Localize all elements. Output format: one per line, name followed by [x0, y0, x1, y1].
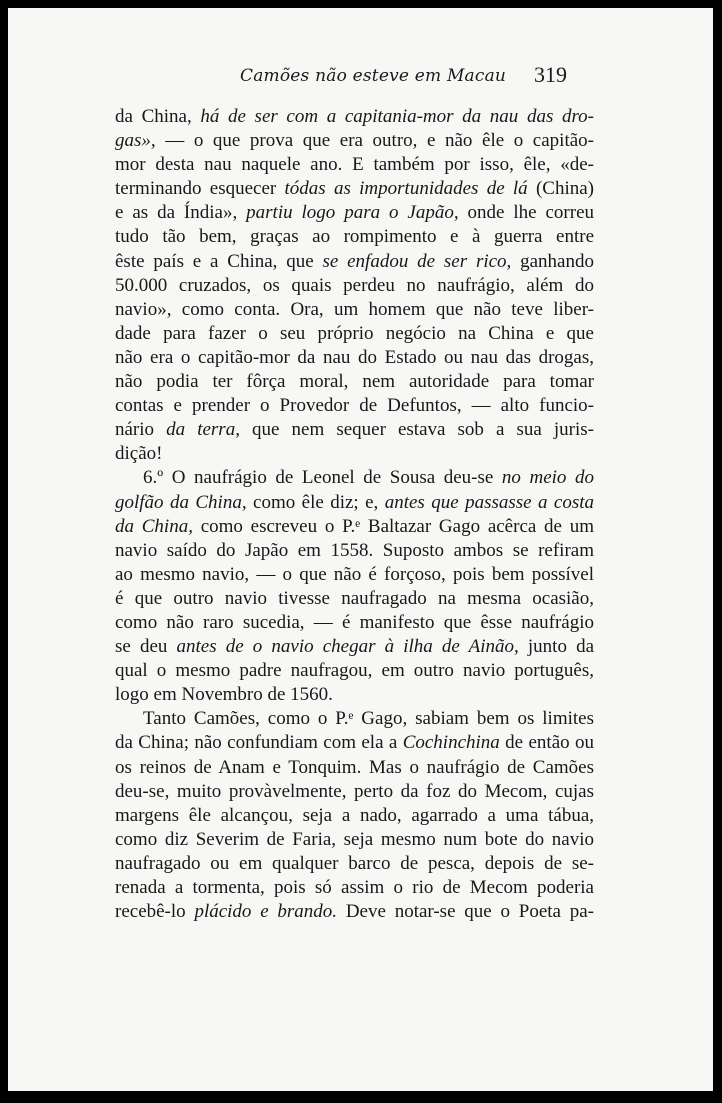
text-line: se deu antes de o navio chegar à ilha de Ainão, junto da [115, 636, 594, 658]
text-line: como diz Severim de Faria, seja mesmo num bote do navio [115, 828, 594, 850]
page-number: 319 [534, 62, 567, 87]
text-line: deu-se, muito provàvelmente, perto da foz do Mecom, cujas [115, 780, 594, 802]
text-line: 6.º O naufrágio de Leonel de Sousa deu-se no meio do [143, 467, 594, 489]
italic-text: da terra, [166, 419, 240, 441]
italic-text: golfão da China, [115, 491, 247, 513]
text-line: renada a tormenta, pois só assim o rio de Mecom poderia [115, 877, 594, 898]
body-text [115, 105, 594, 924]
text-line: recebê-lo plácido e brando. Deve notar-se que o Poeta pa- [115, 901, 594, 923]
text-line: dade para fazer o seu próprio negócio na China e que [115, 322, 594, 344]
text-line: como não raro sucedia, — é manifesto que êsse naufrágio [115, 611, 594, 633]
text-line: tudo tão bem, graças ao rompimento e à guerra entre [115, 226, 594, 248]
text-line: da China, há de ser com a capitania-mor da nau das dro- [115, 106, 594, 127]
text-line: da China, como escreveu o P.ᵉ Baltazar Gago acêrca de um [115, 515, 595, 537]
text-line: golfão da China, como êle diz; e, antes que passasse a costa [115, 491, 595, 513]
italic-text: Cochinchina [402, 732, 500, 754]
italic-text: partiu logo para o Japão, [246, 202, 459, 224]
italic-text: antes que passasse a costa [384, 491, 595, 513]
text-line: dição! [115, 443, 163, 465]
text-line: mor desta nau naquele ano. E também por isso, êle, «de- [115, 154, 594, 176]
text-line: Tanto Camões, como o P.ᵉ Gago, sabiam bem os limites [143, 708, 594, 730]
italic-text: plácido e brando. [194, 901, 338, 923]
italic-text: da China, [115, 515, 193, 537]
text-line: contas e prender o Provedor de Defuntos, — alto funcio- [115, 395, 594, 417]
running-title: Camões não esteve em Macau [240, 66, 507, 86]
book-page [8, 8, 713, 1091]
text-line: não era o capitão-mor da nau do Estado ou nau das drogas, [115, 346, 594, 368]
text-line: êste país e a China, que se enfadou de ser rico, ganhando [115, 250, 594, 272]
text-line: qual o mesmo padre naufragou, em outro navio português, [115, 660, 594, 682]
text-line: gas», — o que prova que era outro, e não êle o capitão- [115, 130, 594, 152]
text-line: terminando esquecer tódas as importunidades de lá (China) [115, 178, 594, 200]
text-line: navio», como conta. Ora, um homem que não teve liber- [115, 298, 594, 320]
text-line: os reinos de Anam e Tonquim. Mas o naufrágio de Camões [115, 756, 594, 778]
text-line: é que outro navio tivesse naufragado na mesma ocasião, [115, 587, 594, 609]
italic-text: se enfadou de ser rico, [322, 250, 512, 272]
italic-text: tódas as importunidades de lá [284, 178, 528, 200]
text-line: margens êle alcançou, seja a nado, agarrado a uma tábua, [115, 804, 594, 826]
italic-text: há de ser com a capitania-mor da nau das dro- [200, 106, 594, 127]
italic-text: antes de o navio chegar à ilha de Ainão, [176, 636, 519, 658]
italic-text: no meio do [501, 467, 594, 489]
text-line: nário da terra, que nem sequer estava sob a sua juris- [115, 419, 595, 441]
italic-text: gas», [115, 130, 156, 152]
text-line: logo em Novembro de 1560. [115, 684, 333, 706]
text-line: ao mesmo navio, — o que não é forçoso, pois bem possível [115, 563, 594, 585]
text-line: da China; não confundiam com ela a Cochinchina de então ou [115, 732, 594, 754]
text-line: naufragado ou em qualquer barco de pesca, depois de se- [115, 852, 594, 874]
text-line: e as da Índia», partiu logo para o Japão, onde lhe correu [115, 202, 595, 224]
text-line: navio saído do Japão em 1558. Suposto ambos se refiram [115, 539, 594, 561]
text-line: 50.000 cruzados, os quais perdeu no naufrágio, além do [115, 274, 594, 296]
text-line: não podia ter fôrça moral, nem autoridade para tomar [115, 371, 594, 393]
